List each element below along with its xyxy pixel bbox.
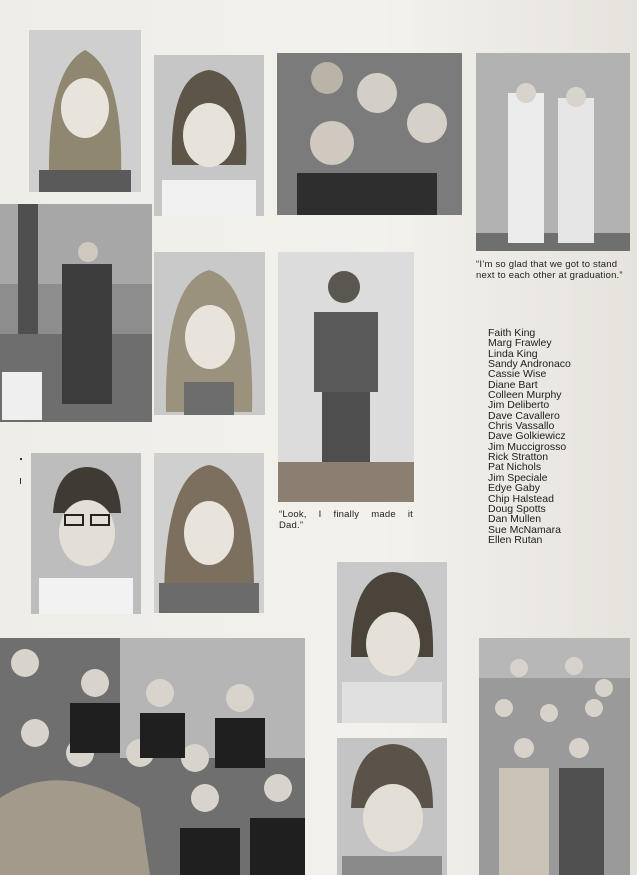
margin-mark (20, 478, 21, 484)
name-item: Doug Spotts (488, 502, 546, 515)
portrait-photo-boy-laughing (337, 738, 447, 875)
portrait-photo-girl-short-hair (154, 55, 264, 216)
name-item: Colleen Murphy (488, 389, 562, 402)
group-photo-children-in-hallway (479, 638, 630, 875)
group-photo-boys-posing (277, 53, 462, 215)
portrait-photo-girl-side-part (154, 453, 264, 613)
graduation-photo-two-children (476, 53, 630, 251)
name-item: Diane Bart (488, 378, 538, 391)
look-made-it-caption-line2: Dad.” (279, 520, 304, 531)
name-item: Sue McNamara (488, 523, 561, 536)
name-item: Pat Nichols (488, 461, 542, 474)
name-item: Jim Muccigrosso (488, 440, 567, 453)
name-item: Linda King (488, 347, 538, 360)
photo-toddler-football-uniform (278, 252, 414, 502)
group-photo-cheerleaders-with-tiger (0, 638, 305, 875)
names-list (488, 328, 571, 545)
name-item: Dave Cavallero (488, 409, 560, 422)
outdoor-photo-boy-standing (0, 204, 152, 422)
portrait-photo-girl-smiling (337, 562, 447, 723)
name-item: Sandy Andronaco (488, 358, 571, 371)
graduation-caption: “I’m so glad that we got to stand next to each other at graduation.” (476, 259, 623, 281)
name-item: Ellen Rutan (488, 533, 543, 546)
portrait-photo-girl-long-hair (29, 30, 141, 192)
name-item: Chris Vassallo (488, 420, 555, 433)
portrait-photo-girl-bangs (154, 252, 265, 415)
name-item: Marg Frawley (488, 337, 552, 350)
name-item: Rick Stratton (488, 451, 549, 464)
margin-mark (20, 458, 22, 460)
name-item: Faith King (488, 327, 536, 339)
name-item: Dan Mullen (488, 513, 542, 526)
name-item: Jim Deliberto (488, 399, 550, 412)
name-item: Cassie Wise (488, 368, 547, 381)
portrait-photo-boy-glasses (31, 453, 141, 614)
look-made-it-caption-line1: “Look, I finally made it (279, 509, 413, 520)
name-item: Edye Gaby (488, 482, 540, 495)
name-item: Chip Halstead (488, 492, 554, 505)
name-item: Dave Golkiewicz (488, 430, 566, 443)
name-item: Jim Speciale (488, 471, 548, 484)
